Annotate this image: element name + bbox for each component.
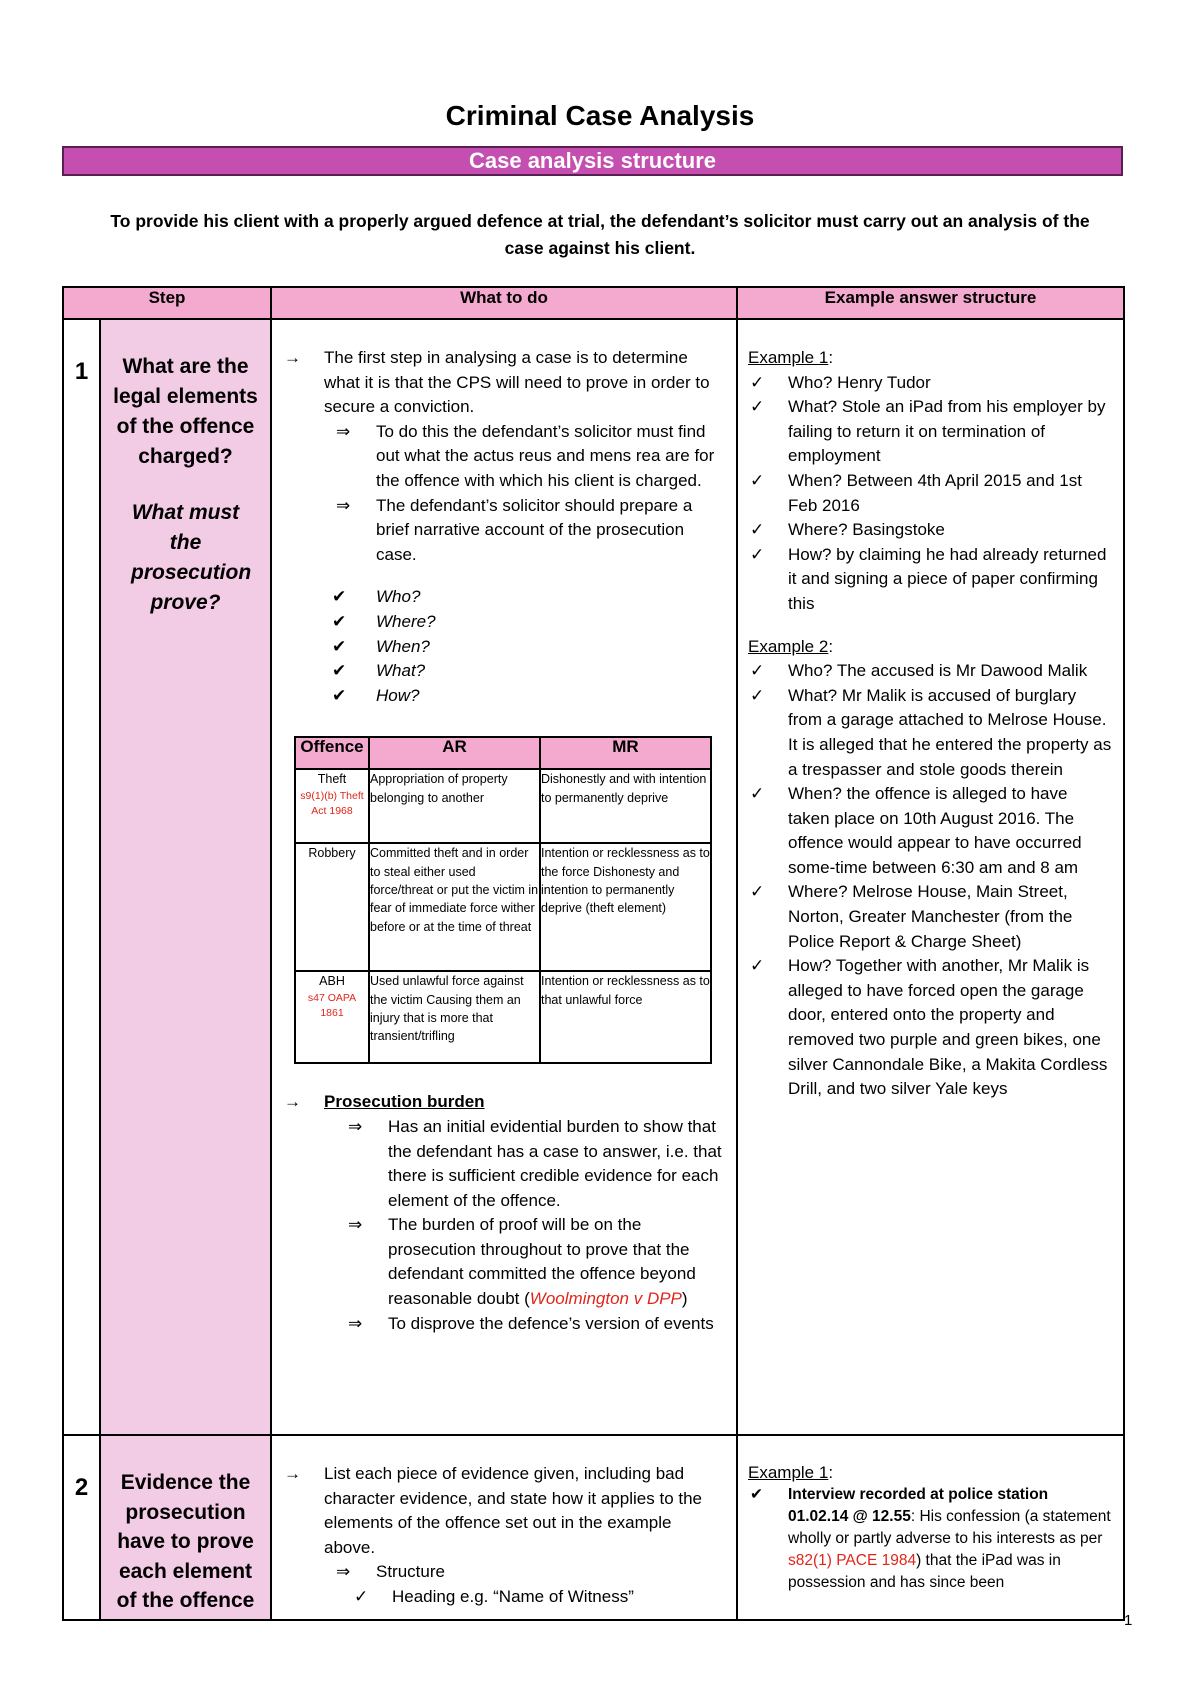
example-heading: Example 1 [748, 348, 829, 367]
step-number: 1 [63, 319, 100, 1435]
list-item [284, 1462, 726, 1610]
header-step: Step [63, 287, 271, 319]
step-question-text: Evidence the prosecution have to prove each element of the offence [116, 1471, 255, 1612]
example-cell: Example 1: ✔ Interview recorded at police station 01.02.14 @ 12.55: His confession (a statement wholly or partly adverse to his interests as per s82(1) PACE 1984) that the iPad was in possession and has since been [737, 1435, 1124, 1620]
header-example: Example answer structure [737, 287, 1124, 319]
check-icon: ✓ [750, 470, 765, 490]
check-icon: ✓ [750, 397, 765, 417]
list-item-text: Who? The accused is Mr Dawood Malik [788, 661, 1088, 681]
list-item [748, 1484, 1113, 1594]
list-item [284, 494, 726, 568]
check-icon: ✓ [750, 544, 765, 564]
table-row [295, 971, 711, 1063]
statute-ref: s47 OAPA 1861 [307, 991, 357, 1019]
check-icon: ✓ [750, 882, 765, 902]
list-item-text: When? the offence is alleged to have taken place on 10th August 2016. The offence would appear to have occurred some-time between 6:30 am and 8 am [788, 784, 1082, 877]
evidence-datetime: 01.02.14 @ 12.55 [788, 1508, 911, 1525]
mr-header: MR [540, 737, 711, 769]
list-item-text: List each piece of evidence given, including bad character evidence, and state how it applies to the elements of the offence set out in the example above. [324, 1464, 703, 1557]
offence-cell [295, 843, 369, 971]
check-text: Who? [376, 587, 421, 607]
check-icon: ✓ [354, 1586, 369, 1606]
list-item-text: Who? Henry Tudor [788, 372, 931, 392]
offence-name: Robbery [308, 846, 356, 861]
list-item [284, 610, 726, 635]
list-item-text: Structure [376, 1562, 445, 1582]
check-text: Where? [376, 611, 436, 631]
double-arrow-icon: ⇒ [348, 1116, 363, 1136]
offence-cell [295, 971, 369, 1063]
statute-ref: s9(1)(b) Theft Act 1968 [300, 789, 364, 817]
arrow-right-icon: → [284, 348, 301, 367]
example-heading: Example 2 [748, 636, 829, 656]
offence-table-header [295, 737, 711, 769]
check-list [324, 585, 726, 708]
page-title: Criminal Case Analysis [445, 100, 755, 131]
list-item-text: What? Mr Malik is accused of burglary from a garage attached to Melrose House. It is alleged that he entered the property as a trespasser and stole goods therein [788, 685, 1112, 779]
section-banner: Case analysis structure [62, 146, 1123, 176]
list-item-text: To disprove the defence’s version of events [388, 1313, 714, 1333]
intro-paragraph: To provide his client with a properly argued defence at trial, the defendant’s solicitor must carry out an analysis of the case against his client. [110, 211, 1090, 258]
list-item-text: The defendant’s solicitor should prepare a brief narrative account of the prosecution case. [376, 495, 693, 564]
list-item-text: The burden of proof will be on the prosecution throughout to prove that the defendant committed the offence beyond reasonable doubt ( [388, 1215, 696, 1309]
check-icon: ✓ [750, 520, 765, 540]
list-item-text: How? by claiming he had already returned it and signing a piece of paper confirming this [788, 544, 1107, 613]
table-row [295, 843, 711, 971]
step-subquestion: What must the prosecution prove? [131, 501, 252, 614]
case-analysis-table [62, 286, 1125, 1621]
list-item [284, 585, 726, 610]
list-item [748, 518, 1113, 543]
example-cell: Example 1: ✓ Who? Henry Tudor ✓ What? Stole an iPad from his employer by failing to return it on termination of employment ✓ When? Between 4th April 2015 and 1st Feb 2016 ✓ Where? Basingstoke ✓ How? by claiming he had already returned it and signing a piece of paper confirming this Example 2: ✓ Who? The accused is Mr Dawood Malik ✓ What? Mr Malik is accused of burglary from a garage attached to Melrose House. It is alleged that he entered the property as a trespasser and stole goods therein ✓ When? the offence is alleged to have taken place on 10th August 2016. The offence would appear to have occurred some-time between 6:30 am and 8 am ✓ Where? Melrose House, Main Street, Norton, Greater Manchester (from the Police Report & Charge Sheet) ✓ How? Together with another, Mr Malik is alleged to have forced open the garage door, entered onto the property and removed two purple and green bikes, one silver Cannondale Bike, a Makita Cordless Drill, and two silver Yale keys [737, 319, 1124, 1435]
offence-name: Theft [317, 772, 347, 787]
list-item [748, 371, 1113, 396]
offence-cell [295, 769, 369, 843]
header-what-to-do: What to do [271, 287, 737, 319]
list-item [748, 395, 1113, 469]
check-icon: ✓ [750, 685, 765, 705]
step-number: 2 [63, 1435, 100, 1620]
page-number: 1 [1124, 1612, 1133, 1629]
double-arrow-icon: ⇒ [336, 495, 351, 515]
list-item-text: To do this the defendant’s solicitor must find out what the actus reus and mens rea are for the offence with which his client is charged. [376, 421, 715, 490]
arrow-right-icon: → [284, 1464, 301, 1483]
list-item [296, 1312, 726, 1337]
step-question-text: What are the legal elements of the offence charged? [113, 355, 258, 468]
ar-header: AR [369, 737, 540, 769]
list-item [748, 880, 1113, 954]
check-icon: ✓ [750, 956, 765, 976]
table-row [295, 769, 711, 843]
list-item [284, 659, 726, 684]
example-heading: Example 1 [748, 1463, 829, 1482]
offence-table [294, 736, 712, 1064]
list-item [748, 954, 1113, 1102]
check-icon: ✔ [750, 1486, 763, 1503]
list-item [296, 1213, 726, 1311]
list-item-text: ) that the iPad was in possession and has since been [788, 1552, 1061, 1591]
check-icon: ✓ [750, 661, 765, 681]
statute-ref: s82(1) PACE 1984 [788, 1552, 917, 1569]
list-item-text: Where? Basingstoke [788, 520, 945, 540]
list-item-text: How? Together with another, Mr Malik is alleged to have forced open the garage door, entered onto the property and removed two purple and green bikes, one silver Cannondale Bike, a Makita Cordless Drill, and two silver Yale keys [788, 956, 1108, 1099]
list-item-text: When? Between 4th April 2015 and 1st Feb 2016 [788, 470, 1082, 515]
list-item [296, 1115, 726, 1213]
mr-cell: Intention or recklessness as to that unlawful force [540, 971, 711, 1063]
list-item [352, 1585, 726, 1610]
step-question [100, 319, 271, 1435]
list-item [284, 1560, 726, 1609]
list-item [284, 420, 726, 494]
ar-cell: Used unlawful force against the victim Causing them an injury that is more that transient/trifling [369, 971, 540, 1063]
list-item-text: Heading e.g. “Name of Witness” [392, 1586, 634, 1606]
check-icon: ✔ [332, 636, 347, 656]
check-icon: ✔ [332, 611, 347, 631]
check-icon: ✔ [332, 661, 347, 681]
list-item [748, 782, 1113, 880]
double-arrow-icon: ⇒ [336, 421, 351, 441]
check-icon: ✔ [332, 685, 347, 705]
mr-cell: Intention or recklessness as to the force Dishonesty and intention to permanently deprive (theft element) [540, 843, 711, 971]
check-text: What? [376, 661, 426, 681]
list-item-text: The first step in analysing a case is to determine what it is that the CPS will need to prove in order to secure a conviction. [324, 348, 710, 417]
what-to-do-cell [271, 1435, 737, 1620]
check-text: When? [376, 636, 430, 656]
check-icon: ✔ [332, 587, 347, 607]
table-row [63, 1435, 1124, 1620]
table-header-row [63, 287, 1124, 319]
list-item [748, 659, 1113, 684]
list-item [748, 684, 1113, 782]
list-item [284, 684, 726, 709]
check-text: How? [376, 685, 420, 705]
mr-cell: Dishonestly and with intention to permanently deprive [540, 769, 711, 843]
evidence-heading: Interview recorded at police station [788, 1486, 1049, 1503]
burden-heading: Prosecution burden [324, 1092, 485, 1112]
offence-header: Offence [295, 737, 369, 769]
double-arrow-icon: ⇒ [348, 1215, 363, 1235]
list-item-text: Where? Melrose House, Main Street, Norton, Greater Manchester (from the Police Report & Charge Sheet) [788, 882, 1073, 951]
case-citation: Woolmington v DPP [529, 1289, 682, 1309]
what-to-do-cell [271, 319, 737, 1435]
check-icon: ✓ [750, 372, 765, 392]
double-arrow-icon: ⇒ [348, 1313, 363, 1333]
table-row [63, 319, 1124, 1435]
list-item-text: : His confession (a statement wholly or partly adverse to his interests as per [788, 1508, 1111, 1547]
list-item [284, 635, 726, 660]
list-item [284, 346, 726, 708]
offence-name: ABH [319, 974, 345, 989]
list-item-text: What? Stole an iPad from his employer by failing to return it on termination of employment [788, 397, 1106, 466]
list-item [748, 543, 1113, 617]
ar-cell: Appropriation of property belonging to another [369, 769, 540, 843]
list-item [284, 1090, 726, 1336]
ar-cell: Committed theft and in order to steal either used force/threat or put the victim in fear of immediate force wither before or at the time of threat [369, 843, 540, 971]
list-item-text: ) [681, 1289, 688, 1309]
step-question [100, 1435, 271, 1620]
arrow-right-icon: → [284, 1092, 301, 1112]
list-item-text: Has an initial evidential burden to show that the defendant has a case to answer, i.e. that there is sufficient credible evidence for each element of the offence. [388, 1116, 722, 1210]
check-icon: ✓ [750, 784, 765, 804]
list-item [748, 469, 1113, 518]
double-arrow-icon: ⇒ [336, 1562, 351, 1582]
